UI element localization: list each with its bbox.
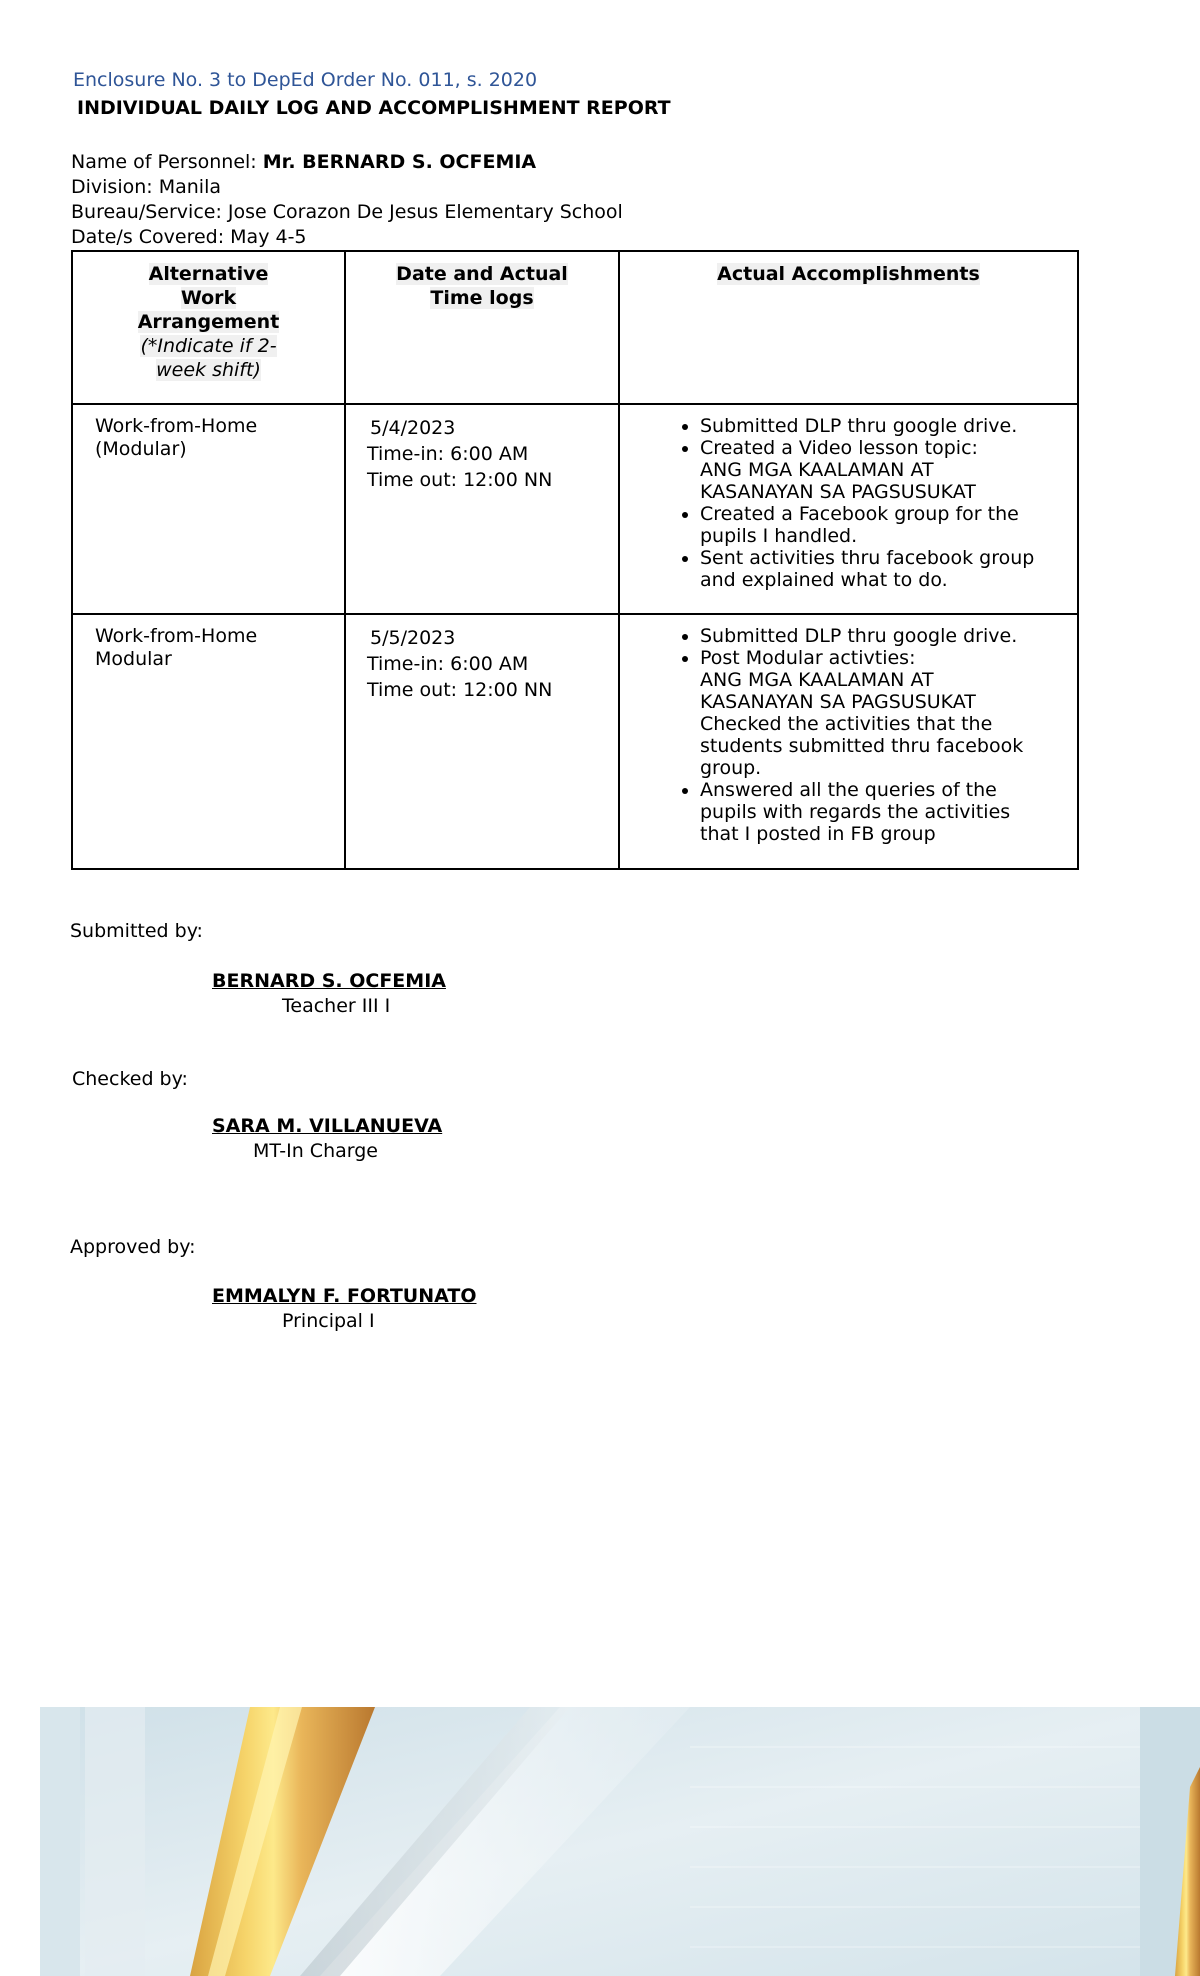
- division-line: Division: Manila: [71, 176, 221, 198]
- list-item: • Submitted DLP thru google drive.: [700, 625, 1067, 647]
- dates-covered-line: Date/s Covered: May 4-5: [71, 226, 307, 248]
- time-out: Time out: 12:00 NN: [367, 679, 553, 701]
- approved-by-name: EMMALYN F. FORTUNATO: [212, 1285, 477, 1307]
- accomplishments-cell: [619, 404, 1078, 614]
- checked-by-name: SARA M. VILLANUEVA: [212, 1115, 443, 1137]
- list-item: • Sent activities thru facebook group and explained what to do.: [700, 547, 1067, 591]
- header-time-logs: Date and Actual Time logs: [345, 251, 619, 404]
- time-in: Time-in: 6:00 AM: [367, 653, 529, 675]
- accomplishment-list: [620, 625, 1067, 845]
- personnel-line: [71, 151, 536, 173]
- list-item: • Post Modular activties: ANG MGA KAALAMAN AT KASANAYAN SA PAGSUSUKAT Checked the activities that the students submitted thru facebook group.: [700, 647, 1067, 779]
- time-log-cell: [345, 614, 619, 869]
- time-out: Time out: 12:00 NN: [367, 469, 553, 491]
- personnel-label: Name of Personnel:: [71, 151, 257, 173]
- accomplishment-list: [620, 415, 1067, 591]
- decorative-background-image: [40, 1707, 1200, 1976]
- header-accomplishments: Actual Accomplishments: [619, 251, 1078, 404]
- table-row: [72, 404, 1078, 614]
- arrangement-cell: Work-from-Home Modular: [72, 614, 345, 869]
- header-work-arrangement: Alternative Work Arrangement (*Indicate if 2- week shift): [72, 251, 345, 404]
- table-header-row: [72, 251, 1078, 404]
- submitted-by-label: Submitted by:: [70, 920, 203, 942]
- time-in: Time-in: 6:00 AM: [367, 443, 529, 465]
- enclosure-reference: Enclosure No. 3 to DepEd Order No. 011, s. 2020: [73, 69, 538, 91]
- personnel-name: Mr. BERNARD S. OCFEMIA: [262, 151, 537, 173]
- log-date: 5/5/2023: [370, 627, 456, 649]
- time-log-cell: [345, 404, 619, 614]
- list-item: • Submitted DLP thru google drive.: [700, 415, 1067, 437]
- checked-by-label: Checked by:: [72, 1068, 188, 1090]
- bureau-line: Bureau/Service: Jose Corazon De Jesus Elementary School: [71, 201, 623, 223]
- list-item: • Answered all the queries of the pupils with regards the activities that I posted in FB group: [700, 779, 1067, 845]
- accomplishments-cell: [619, 614, 1078, 869]
- decorative-gradient-graphic: [40, 1707, 1200, 1976]
- table-row: [72, 614, 1078, 869]
- daily-log-table: [71, 250, 1079, 870]
- log-date: 5/4/2023: [370, 417, 456, 439]
- list-item: • Created a Facebook group for the pupils I handled.: [700, 503, 1067, 547]
- approved-by-label: Approved by:: [70, 1236, 196, 1258]
- submitted-by-name: BERNARD S. OCFEMIA: [212, 970, 446, 992]
- checked-by-position: MT-In Charge: [253, 1140, 378, 1162]
- report-title: INDIVIDUAL DAILY LOG AND ACCOMPLISHMENT REPORT: [77, 97, 671, 119]
- list-item: • Created a Video lesson topic: ANG MGA KAALAMAN AT KASANAYAN SA PAGSUSUKAT: [700, 437, 1067, 503]
- approved-by-position: Principal I: [282, 1310, 375, 1332]
- submitted-by-position: Teacher III I: [282, 995, 391, 1017]
- arrangement-cell: Work-from-Home (Modular): [72, 404, 345, 614]
